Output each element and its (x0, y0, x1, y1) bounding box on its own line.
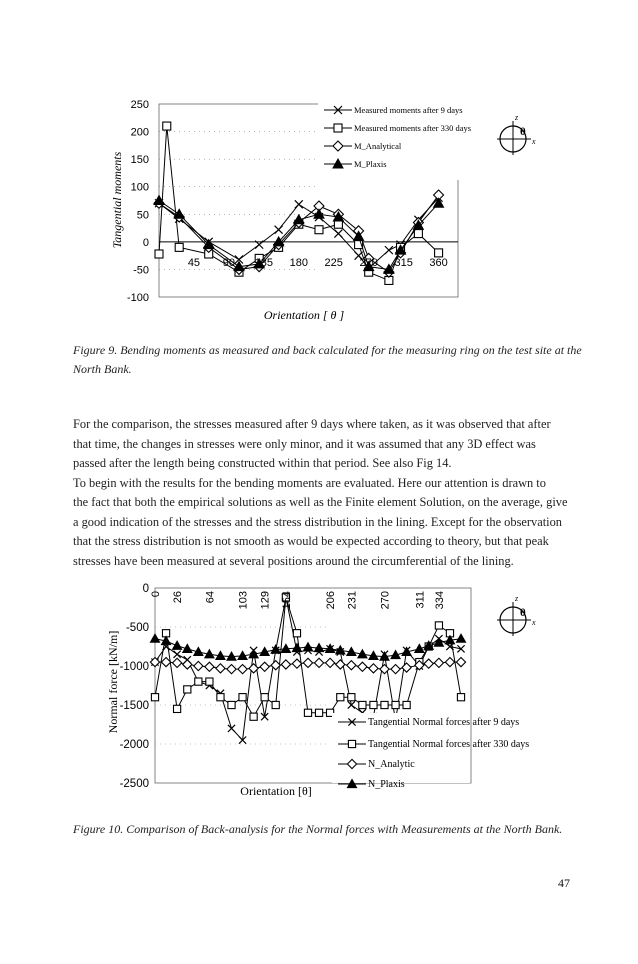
fig9-legend-label: Measured moments after 330 days (354, 123, 472, 133)
fig10-data-point (250, 713, 257, 720)
figure-10-chart (0, 575, 638, 815)
fig10-data-point (174, 651, 181, 658)
fig10-data-point (228, 701, 235, 708)
svg-text:x: x (532, 137, 536, 146)
body-line: passed after the length being constructed within that period. See also Fig 14. (73, 456, 452, 470)
fig10-data-point (381, 701, 388, 708)
fig9-data-point (163, 122, 171, 130)
fig10-data-point (304, 709, 311, 716)
svg-text:θ: θ (520, 126, 526, 138)
svg-text:x: x (532, 618, 536, 627)
fig10-data-point (435, 622, 442, 629)
fig10-x-tick-label: 311 (414, 591, 427, 609)
figure-9-chart (0, 0, 638, 330)
body-line: that time, the changes in stresses were only minor, and it was assumed that any 3D effect was (73, 436, 536, 451)
fig10-y-tick-label: -2000 (119, 739, 149, 751)
fig10-data-point (348, 694, 355, 701)
fig10-coordinate-icon (497, 594, 536, 636)
fig10-x-tick-label: 231 (346, 591, 359, 610)
fig10-data-point (195, 678, 202, 685)
fig10-data-point (184, 686, 191, 693)
fig10-data-point (174, 705, 181, 712)
fig9-y-ticks (127, 99, 149, 304)
fig10-legend (332, 713, 529, 790)
fig9-ylabel: Tangential moments (110, 151, 124, 249)
fig10-x-tick-label: 64 (204, 591, 217, 604)
fig9-legend-label: M_Plaxis (354, 159, 387, 169)
fig9-x-tick-label: 315 (394, 256, 413, 269)
fig10-data-point (216, 664, 225, 673)
fig10-data-point (369, 664, 378, 673)
fig9-data-point (414, 230, 422, 238)
fig10-y-tick-label: -2500 (119, 778, 149, 790)
fig10-x-tick-label: 334 (433, 591, 446, 610)
body-line: stresses have been measured at several positions around the circumferential of the lining. (73, 553, 514, 568)
fig10-data-point (348, 701, 355, 708)
fig9-data-point (435, 249, 443, 257)
fig9-data-point (175, 243, 183, 251)
fig10-legend-label: N_Analytic (368, 759, 415, 770)
fig10-data-point (183, 660, 192, 669)
fig10-data-point (194, 661, 203, 670)
svg-text:z: z (515, 113, 519, 122)
fig10-y-tick-label: -1500 (119, 700, 149, 712)
fig10-y-ticks (120, 583, 149, 790)
fig9-x-tick-label: 90 (222, 256, 236, 269)
fig10-x-tick-label: 206 (325, 591, 338, 610)
fig10-data-point (415, 644, 424, 652)
fig9-y-tick-label: 50 (136, 209, 149, 222)
fig9-y-tick-label: 150 (130, 154, 149, 167)
fig10-x-ticks (150, 591, 446, 609)
figure-9-caption-line-1: Figure 9. Bending moments as measured and back calculated for the measuring ring on the test site at the (73, 343, 582, 357)
fig9-y-tick-label: 100 (130, 181, 149, 194)
fig10-data-point (293, 630, 300, 637)
fig10-data-point (337, 694, 344, 701)
fig10-data-point (326, 658, 335, 667)
fig9-x-tick-label: 360 (429, 256, 448, 269)
fig9-x-tick-label: 180 (289, 256, 308, 269)
fig10-y-tick-label: 0 (142, 583, 149, 595)
body-line: the fact that both the empirical solutions as well as the Finite element Solution, on the average, give (73, 495, 568, 509)
fig10-data-point (403, 701, 410, 708)
fig10-x-tick-label: 129 (259, 591, 272, 610)
fig9-data-point (155, 250, 163, 258)
fig10-data-point (206, 678, 213, 685)
fig10-data-point (315, 709, 322, 716)
fig9-x-tick-label: 135 (254, 256, 274, 269)
fig10-xlabel: Orientation [θ] (240, 784, 312, 798)
fig10-legend-label: Tangential Normal forces after 330 days (368, 739, 530, 750)
fig9-y-tick-label: 200 (130, 126, 149, 139)
fig9-y-tick-label: 0 (142, 236, 149, 249)
fig9-coordinate-icon (497, 113, 536, 155)
fig10-legend-label: Tangential Normal forces after 9 days (368, 717, 520, 728)
fig10-x-tick-label: 154 (280, 591, 293, 610)
figure-10-caption: Figure 10. Comparison of Back-analysis for the Normal forces with Measurements at the North Bank. (73, 822, 563, 836)
body-line: that the stress distribution is not smooth as would be expected according to theory, but that peak (73, 534, 549, 548)
fig10-legend-marker (348, 740, 355, 747)
fig10-data-point (260, 662, 269, 671)
body-line: a good indication of the stresses and the stress distribution in the lining. Except for the observation (73, 514, 562, 529)
fig9-x-tick-label: 225 (324, 256, 343, 269)
fig10-data-point (457, 694, 464, 701)
fig9-y-tick-label: 250 (130, 99, 149, 111)
fig10-data-point (150, 634, 159, 642)
fig10-y-tick-label: -500 (125, 622, 149, 634)
fig10-data-point (445, 658, 454, 667)
fig10-data-point (261, 694, 268, 701)
fig9-legend (318, 100, 471, 180)
fig10-data-point (457, 645, 464, 652)
page-number: 47 (558, 876, 570, 890)
fig10-x-tick-label: 26 (172, 591, 185, 604)
fig10-data-point (292, 659, 301, 668)
fig10-data-point (173, 641, 182, 649)
fig10-data-point (281, 660, 290, 669)
fig10-data-point (151, 694, 158, 701)
fig10-data-point (392, 701, 399, 708)
fig9-y-tick-label: -100 (126, 292, 149, 304)
fig9-data-point (275, 226, 283, 234)
fig10-data-point (434, 658, 443, 667)
fig10-data-point (272, 701, 279, 708)
fig9-x-tick-label: 45 (187, 256, 201, 269)
fig9-data-point (295, 200, 303, 208)
fig10-data-point (370, 701, 377, 708)
fig10-x-tick-label: 0 (150, 591, 162, 598)
fig10-ylabel: Normal force [kN/m] (106, 630, 120, 734)
fig9-data-point (334, 230, 342, 238)
fig10-data-point (227, 665, 236, 674)
figure-9-caption (73, 341, 582, 379)
fig10-data-point (217, 694, 224, 701)
fig9-data-point (315, 226, 323, 234)
fig9-x-ticks (188, 257, 448, 269)
fig10-data-point (358, 662, 367, 671)
svg-text:θ: θ (520, 607, 526, 619)
fig10-legend-label: N_Plaxis (368, 779, 405, 790)
fig10-x-tick-label: 103 (237, 591, 250, 610)
fig10-data-point (456, 658, 465, 667)
fig9-legend-label: Measured moments after 9 days (354, 105, 463, 115)
fig10-data-point (359, 701, 366, 708)
fig9-data-point (385, 246, 393, 254)
fig9-y-tick-label: -50 (133, 264, 149, 277)
fig10-data-point (161, 658, 170, 667)
fig9-x-tick-label: 270 (359, 256, 378, 269)
figure-9-caption-line-2: North Bank. (73, 362, 132, 376)
fig9-xlabel: Orientation [ θ ] (263, 308, 345, 322)
fig10-series-line (155, 597, 461, 716)
fig9-legend-label: M_Analytical (354, 141, 402, 151)
fig9-legend-marker (334, 124, 342, 132)
fig10-y-tick-label: -1000 (119, 661, 149, 673)
body-line: For the comparison, the stresses measured after 9 days where taken, as it was observed that after (73, 417, 551, 431)
fig10-data-point (303, 658, 312, 667)
fig10-data-point (205, 662, 214, 671)
fig10-x-tick-label: 270 (379, 591, 392, 610)
svg-text:z: z (515, 594, 519, 603)
body-paragraph (73, 415, 573, 571)
fig10-data-point (347, 661, 356, 670)
fig10-data-point (228, 725, 235, 732)
fig10-data-point (391, 665, 400, 674)
fig10-data-point (456, 634, 465, 642)
fig10-data-point (239, 694, 246, 701)
body-line: To begin with the results for the bending moments are evaluated. Here our attention is drawn to (73, 475, 546, 490)
fig10-data-point (424, 659, 433, 668)
